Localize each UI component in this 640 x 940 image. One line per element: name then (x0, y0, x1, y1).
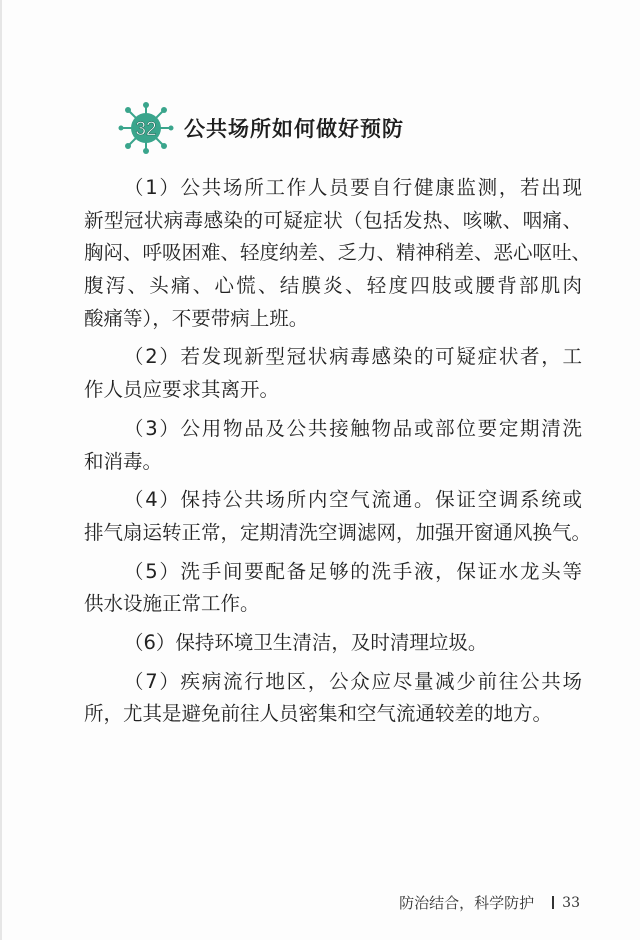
text-line: （4）保持公共场所内空气流通。保证空调系统或 (124, 488, 582, 512)
page-edge (0, 0, 2, 940)
text-line: 新型冠状病毒感染的可疑症状（包括发热、咳嗽、咽痛、 (84, 208, 582, 232)
paragraph (84, 484, 592, 549)
section-header (116, 100, 404, 156)
footer-divider (552, 896, 554, 909)
virus-number-icon (116, 100, 176, 156)
text-line: （2）若发现新型冠状病毒感染的可疑症状者，工 (124, 345, 582, 369)
page-footer (399, 892, 580, 913)
text-line: （1）公共场所工作人员要自行健康监测，若出现 (124, 176, 582, 199)
text-line: 供水设施正常工作。 (84, 592, 260, 616)
body-text (84, 172, 592, 737)
text-line: 和消毒。 (84, 449, 163, 473)
running-title: 防治结合，科学防护 (399, 894, 535, 912)
text-line: 排气扇运转正常，定期清洗空调滤网，加强开窗通风换气。 (84, 520, 592, 544)
text-line: 酸痛等），不要带病上班。 (84, 306, 309, 330)
paragraph (84, 666, 582, 731)
text-line: （5）洗手间要配备足够的洗手液，保证水龙头等 (124, 559, 582, 583)
paragraph (84, 556, 582, 621)
text-line: 所，尤其是避免前往人员密集和空气流通较差的地方。 (84, 702, 553, 726)
svg-text:32: 32 (135, 119, 157, 140)
text-line: （7）疾病流行地区，公众应尽量减少前往公共场 (124, 669, 582, 693)
text-line: （3）公用物品及公共接触物品或部位要定期清洗 (124, 416, 582, 440)
paragraph (84, 341, 582, 406)
paragraph (84, 627, 582, 660)
paragraph (84, 172, 592, 335)
text-line: 作人员应要求其离开。 (84, 378, 280, 402)
text-line: 腹泻、头痛、心慌、结膜炎、轻度四肢或腰背部肌肉 (84, 274, 582, 298)
text-line: 胸闷、呼吸困难、轻度纳差、乏力、精神稍差、恶心呕吐、 (84, 241, 592, 265)
section-title: 公共场所如何做好预防 (184, 117, 404, 141)
paragraph (84, 413, 582, 478)
text-line: （6）保持环境卫生清洁，及时清理垃圾。 (124, 630, 488, 654)
page-number: 33 (562, 894, 580, 911)
